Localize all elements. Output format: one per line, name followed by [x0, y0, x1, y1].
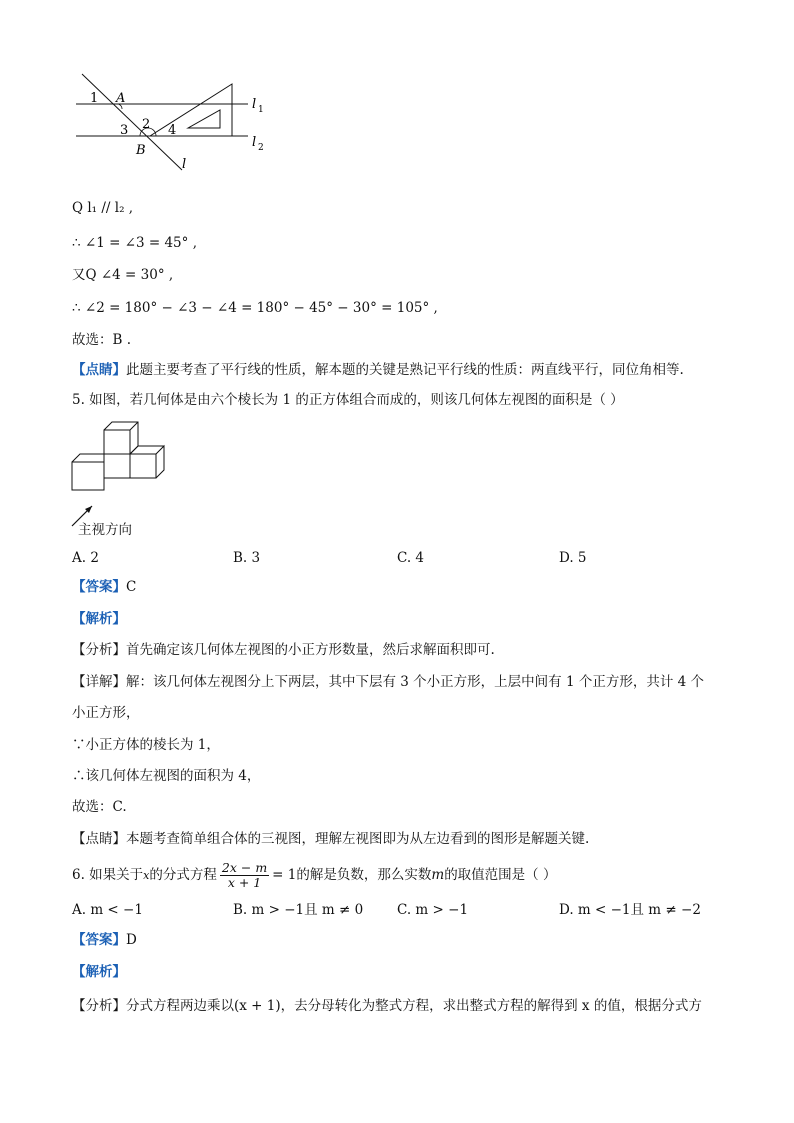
point-b-label: B	[136, 143, 146, 158]
q5-comment	[72, 829, 589, 849]
stem-post: 的解是负数，那么实数	[296, 867, 432, 883]
fenxi-tag: 【分析】	[72, 642, 126, 658]
comment-tag: 【点睛】	[72, 831, 126, 847]
line-l1-subscript: 1	[258, 105, 264, 115]
angle-4-label: 4	[168, 123, 177, 138]
answer-tag: 【答案】	[72, 579, 126, 595]
fenxi-tag: 【分析】	[72, 998, 126, 1014]
answer-value: C	[126, 579, 137, 595]
stem-eq: = 1	[272, 867, 297, 883]
q5-answer	[72, 577, 136, 597]
q5-detail-2: 小正方形，	[72, 705, 140, 721]
q6-stem	[72, 860, 556, 891]
q6-option-d: D. m < −1且 m ≠ −2	[559, 902, 701, 918]
line-l-label: l	[182, 157, 187, 172]
q6-answer	[72, 930, 137, 950]
point-a-label: A	[116, 91, 126, 106]
stem-mid: 的分式方程	[149, 867, 217, 883]
stem-pre: 6. 如果关于	[72, 867, 144, 883]
solution-line-5: 故选：B .	[72, 332, 132, 348]
var-m: m	[431, 867, 445, 883]
answer-value: D	[126, 932, 137, 948]
q5-option-b: B. 3	[233, 550, 261, 566]
comment-text: 本题考查简单组合体的三视图，理解左视图即为从左边看到的图形是解题关键.	[126, 831, 590, 847]
q5-option-c: C. 4	[397, 550, 425, 566]
q5-option-d: D. 5	[559, 550, 587, 566]
q6-option-b: B. m > −1且 m ≠ 0	[233, 902, 364, 918]
solution-line-2: ∴ ∠1 = ∠3 = 45° ,	[72, 235, 197, 251]
detail-text: 解：该几何体左视图分上下两层，其中下层有 3 个小正方形，上层中间有 1 个正方形，共计 4 个	[126, 674, 705, 690]
fenxi-text: 分式方程两边乘以(x + 1)，去分母转化为整式方程，求出整式方程的解得到 x 的值，根据分式方	[126, 998, 702, 1014]
comment-text: 此题主要考查了平行线的性质，解本题的关键是熟记平行线的性质：两直线平行，同位角相等.	[126, 362, 684, 378]
angle-1-label: 1	[90, 91, 99, 106]
answer-tag: 【答案】	[72, 932, 126, 948]
solution-line-1: Q l₁ // l₂ ,	[72, 200, 134, 216]
q6-option-a: A. m < −1	[72, 902, 143, 918]
q6-fenxi	[72, 996, 702, 1016]
var-x: x	[143, 869, 150, 882]
q5-detail-1	[72, 672, 704, 692]
comment-tag: 【点睛】	[72, 362, 126, 378]
angle-3-label: 3	[120, 123, 129, 138]
figure-caption: 主视方向	[78, 522, 132, 538]
fraction	[220, 861, 269, 890]
q6-option-c: C. m > −1	[397, 902, 469, 918]
detail-tag: 【详解】	[72, 674, 126, 690]
q6-analysis-tag: 【解析】	[72, 964, 126, 980]
line-l2-subscript: 2	[258, 143, 264, 153]
q5-stem: 5. 如图，若几何体是由六个棱长为 1 的正方体组合而成的，则该几何体左视图的面积是（ ）	[72, 392, 624, 408]
q5-detail-5: 故选：C.	[72, 799, 127, 815]
q4-comment	[72, 360, 684, 380]
angle-2-label: 2	[142, 117, 151, 132]
fraction-denominator: x + 1	[227, 875, 262, 890]
q5-fenxi	[72, 640, 495, 660]
parallel-lines-figure	[70, 66, 270, 176]
solution-line-3: 又Q ∠4 = 30° ,	[72, 267, 174, 283]
fraction-numerator: 2x − m	[221, 860, 268, 875]
stem-end: 的取值范围是（ ）	[444, 867, 557, 883]
q5-detail-3: ∵小正方体的棱长为 1，	[72, 737, 220, 753]
solution-line-4: ∴ ∠2 = 180° − ∠3 − ∠4 = 180° − 45° − 30° = 105° ,	[72, 300, 438, 316]
fenxi-text: 首先确定该几何体左视图的小正方形数量，然后求解面积即可.	[126, 642, 495, 658]
q5-analysis-tag: 【解析】	[72, 611, 126, 627]
q5-option-a: A. 2	[72, 550, 99, 566]
line-l2-label: l	[252, 135, 257, 150]
line-l1-label: l	[252, 97, 257, 112]
q5-detail-4: ∴该几何体左视图的面积为 4，	[72, 768, 261, 784]
